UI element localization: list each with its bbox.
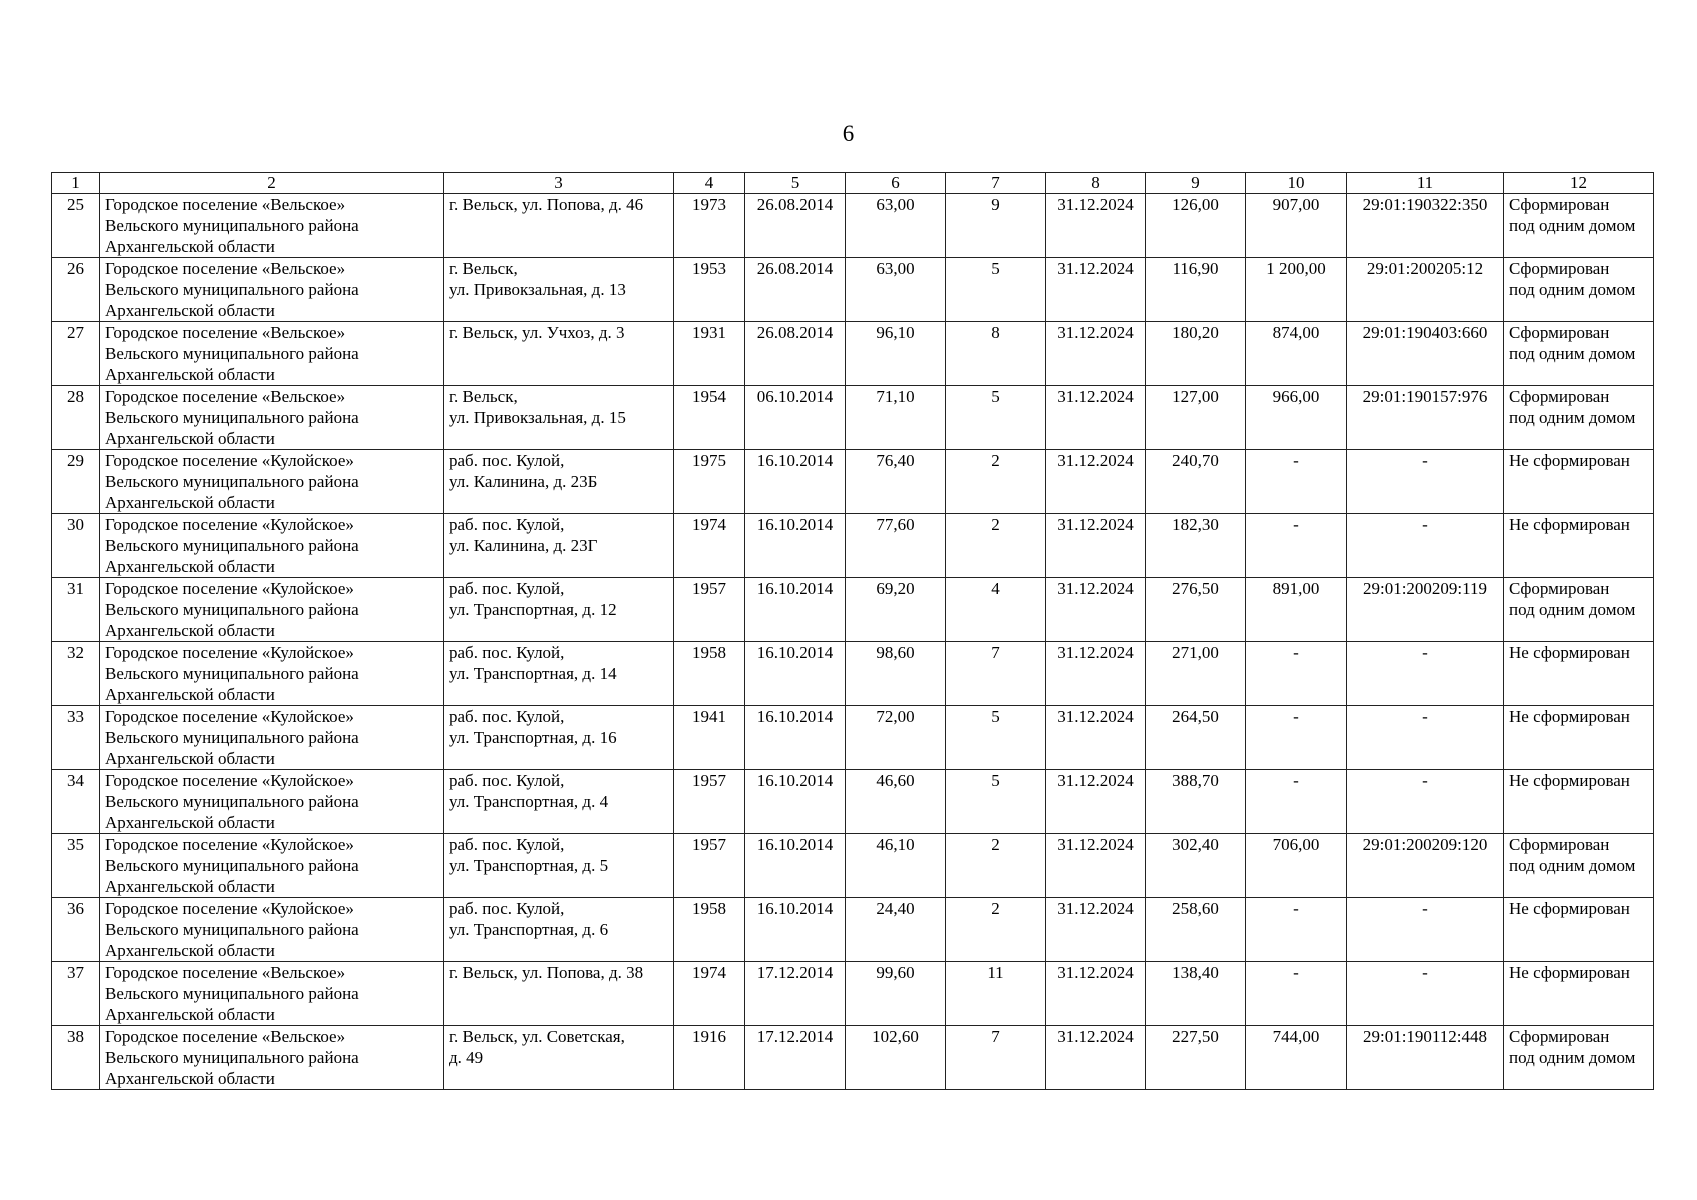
table-row bbox=[52, 578, 1654, 642]
land-status-cell-line: под одним домом bbox=[1509, 408, 1636, 427]
land-status-cell-line: под одним домом bbox=[1509, 344, 1636, 363]
area-cell: 46,60 bbox=[846, 770, 946, 834]
municipality-cell-line: Вельского муниципального района bbox=[105, 216, 359, 235]
land-status-cell-line: Не сформирован bbox=[1509, 707, 1630, 726]
column-number: 9 bbox=[1146, 173, 1246, 194]
column-number: 11 bbox=[1347, 173, 1504, 194]
land-status-cell bbox=[1504, 834, 1654, 898]
land-area-cell: - bbox=[1246, 706, 1347, 770]
residents-cell: 9 bbox=[946, 194, 1046, 258]
address-cell-line: г. Вельск, bbox=[449, 387, 518, 406]
municipality-cell bbox=[100, 962, 444, 1026]
row-number-cell: 31 bbox=[52, 578, 100, 642]
address-cell-line: ул. Калинина, д. 23Г bbox=[449, 536, 598, 555]
recognition-date-cell: 16.10.2014 bbox=[745, 898, 846, 962]
land-status-cell-line: под одним домом bbox=[1509, 216, 1636, 235]
recognition-date-cell: 16.10.2014 bbox=[745, 578, 846, 642]
table-row bbox=[52, 706, 1654, 770]
land-status-cell-line: Сформирован bbox=[1509, 195, 1610, 214]
land-status-cell bbox=[1504, 642, 1654, 706]
land-status-cell-line: Сформирован bbox=[1509, 579, 1610, 598]
municipality-cell-line: Архангельской области bbox=[105, 237, 275, 256]
land-status-cell bbox=[1504, 322, 1654, 386]
cadastral-number-cell: - bbox=[1347, 770, 1504, 834]
address-cell bbox=[444, 706, 674, 770]
cadastral-number-cell: - bbox=[1347, 962, 1504, 1026]
land-status-cell bbox=[1504, 770, 1654, 834]
cadastral-number-cell: - bbox=[1347, 706, 1504, 770]
area-cell: 102,60 bbox=[846, 1026, 946, 1090]
address-cell-line: ул. Транспортная, д. 12 bbox=[449, 600, 617, 619]
residents-cell: 5 bbox=[946, 386, 1046, 450]
cadastral-number-cell: - bbox=[1347, 898, 1504, 962]
residents-cell: 2 bbox=[946, 898, 1046, 962]
total-area-cell: 258,60 bbox=[1146, 898, 1246, 962]
address-cell bbox=[444, 962, 674, 1026]
municipality-cell-line: Городское поселение «Кулойское» bbox=[105, 643, 354, 662]
address-cell-line: д. 49 bbox=[449, 1048, 484, 1067]
address-cell-line: ул. Привокзальная, д. 15 bbox=[449, 408, 626, 427]
municipality-cell-line: Вельского муниципального района bbox=[105, 792, 359, 811]
municipality-cell-line: Городское поселение «Вельское» bbox=[105, 195, 346, 214]
address-cell-line: ул. Транспортная, д. 16 bbox=[449, 728, 617, 747]
deadline-cell: 31.12.2024 bbox=[1046, 514, 1146, 578]
land-status-cell-line: Сформирован bbox=[1509, 259, 1610, 278]
row-number-cell: 38 bbox=[52, 1026, 100, 1090]
address-cell-line: г. Вельск, bbox=[449, 259, 518, 278]
municipality-cell-line: Вельского муниципального района bbox=[105, 1048, 359, 1067]
municipality-cell-line: Архангельской области bbox=[105, 1005, 275, 1024]
municipality-cell-line: Вельского муниципального района bbox=[105, 664, 359, 683]
land-area-cell: - bbox=[1246, 450, 1347, 514]
total-area-cell: 388,70 bbox=[1146, 770, 1246, 834]
address-cell-line: г. Вельск, ул. Попова, д. 38 bbox=[449, 963, 644, 982]
land-status-cell-line: под одним домом bbox=[1509, 856, 1636, 875]
municipality-cell-line: Архангельской области bbox=[105, 365, 275, 384]
deadline-cell: 31.12.2024 bbox=[1046, 258, 1146, 322]
municipality-cell bbox=[100, 642, 444, 706]
deadline-cell: 31.12.2024 bbox=[1046, 898, 1146, 962]
total-area-cell: 264,50 bbox=[1146, 706, 1246, 770]
address-cell bbox=[444, 322, 674, 386]
total-area-cell: 180,20 bbox=[1146, 322, 1246, 386]
municipality-cell-line: Вельского муниципального района bbox=[105, 984, 359, 1003]
recognition-date-cell: 16.10.2014 bbox=[745, 642, 846, 706]
land-area-cell: 907,00 bbox=[1246, 194, 1347, 258]
municipality-cell-line: Городское поселение «Кулойское» bbox=[105, 835, 354, 854]
land-status-cell-line: Не сформирован bbox=[1509, 771, 1630, 790]
municipality-cell-line: Городское поселение «Кулойское» bbox=[105, 515, 354, 534]
municipality-cell bbox=[100, 770, 444, 834]
total-area-cell: 227,50 bbox=[1146, 1026, 1246, 1090]
land-area-cell: - bbox=[1246, 514, 1347, 578]
cadastral-number-cell: 29:01:190322:350 bbox=[1347, 194, 1504, 258]
municipality-cell-line: Городское поселение «Кулойское» bbox=[105, 579, 354, 598]
land-status-cell bbox=[1504, 898, 1654, 962]
municipality-cell-line: Архангельской области bbox=[105, 493, 275, 512]
area-cell: 69,20 bbox=[846, 578, 946, 642]
land-status-cell-line: под одним домом bbox=[1509, 280, 1636, 299]
address-cell-line: раб. пос. Кулой, bbox=[449, 643, 565, 662]
address-cell-line: раб. пос. Кулой, bbox=[449, 579, 565, 598]
column-number: 12 bbox=[1504, 173, 1654, 194]
total-area-cell: 116,90 bbox=[1146, 258, 1246, 322]
recognition-date-cell: 17.12.2014 bbox=[745, 1026, 846, 1090]
table-row bbox=[52, 962, 1654, 1026]
address-cell bbox=[444, 1026, 674, 1090]
municipality-cell bbox=[100, 450, 444, 514]
cadastral-number-cell: - bbox=[1347, 642, 1504, 706]
cadastral-number-cell: - bbox=[1347, 450, 1504, 514]
address-cell-line: г. Вельск, ул. Советская, bbox=[449, 1027, 625, 1046]
address-cell-line: раб. пос. Кулой, bbox=[449, 707, 565, 726]
area-cell: 72,00 bbox=[846, 706, 946, 770]
land-status-cell bbox=[1504, 194, 1654, 258]
table-row bbox=[52, 642, 1654, 706]
municipality-cell-line: Вельского муниципального района bbox=[105, 344, 359, 363]
municipality-cell-line: Архангельской области bbox=[105, 813, 275, 832]
column-number: 7 bbox=[946, 173, 1046, 194]
municipality-cell-line: Вельского муниципального района bbox=[105, 472, 359, 491]
area-cell: 71,10 bbox=[846, 386, 946, 450]
total-area-cell: 302,40 bbox=[1146, 834, 1246, 898]
address-cell bbox=[444, 898, 674, 962]
cadastral-number-cell: 29:01:190112:448 bbox=[1347, 1026, 1504, 1090]
address-cell bbox=[444, 258, 674, 322]
municipality-cell-line: Архангельской области bbox=[105, 301, 275, 320]
municipality-cell-line: Архангельской области bbox=[105, 877, 275, 896]
area-cell: 99,60 bbox=[846, 962, 946, 1026]
land-area-cell: 966,00 bbox=[1246, 386, 1347, 450]
municipality-cell-line: Городское поселение «Вельское» bbox=[105, 963, 346, 982]
total-area-cell: 240,70 bbox=[1146, 450, 1246, 514]
land-status-cell-line: Не сформирован bbox=[1509, 451, 1630, 470]
cadastral-number-cell: 29:01:190403:660 bbox=[1347, 322, 1504, 386]
land-status-cell bbox=[1504, 962, 1654, 1026]
municipality-cell-line: Вельского муниципального района bbox=[105, 280, 359, 299]
municipality-cell-line: Городское поселение «Вельское» bbox=[105, 387, 346, 406]
residents-cell: 5 bbox=[946, 706, 1046, 770]
row-number-cell: 27 bbox=[52, 322, 100, 386]
area-cell: 24,40 bbox=[846, 898, 946, 962]
year-built-cell: 1973 bbox=[674, 194, 745, 258]
municipality-cell-line: Архангельской области bbox=[105, 429, 275, 448]
deadline-cell: 31.12.2024 bbox=[1046, 642, 1146, 706]
row-number-cell: 33 bbox=[52, 706, 100, 770]
year-built-cell: 1931 bbox=[674, 322, 745, 386]
year-built-cell: 1957 bbox=[674, 770, 745, 834]
land-status-cell bbox=[1504, 578, 1654, 642]
municipality-cell bbox=[100, 386, 444, 450]
municipality-cell bbox=[100, 706, 444, 770]
column-number: 1 bbox=[52, 173, 100, 194]
residents-cell: 11 bbox=[946, 962, 1046, 1026]
deadline-cell: 31.12.2024 bbox=[1046, 834, 1146, 898]
row-number-cell: 29 bbox=[52, 450, 100, 514]
deadline-cell: 31.12.2024 bbox=[1046, 770, 1146, 834]
municipality-cell-line: Вельского муниципального района bbox=[105, 536, 359, 555]
total-area-cell: 126,00 bbox=[1146, 194, 1246, 258]
year-built-cell: 1957 bbox=[674, 578, 745, 642]
municipality-cell-line: Городское поселение «Вельское» bbox=[105, 1027, 346, 1046]
recognition-date-cell: 26.08.2014 bbox=[745, 322, 846, 386]
land-area-cell: - bbox=[1246, 898, 1347, 962]
total-area-cell: 127,00 bbox=[1146, 386, 1246, 450]
residents-cell: 2 bbox=[946, 834, 1046, 898]
residents-cell: 4 bbox=[946, 578, 1046, 642]
address-cell-line: раб. пос. Кулой, bbox=[449, 899, 565, 918]
cadastral-number-cell: 29:01:200205:12 bbox=[1347, 258, 1504, 322]
area-cell: 98,60 bbox=[846, 642, 946, 706]
address-cell bbox=[444, 194, 674, 258]
residents-cell: 7 bbox=[946, 642, 1046, 706]
land-status-cell-line: Сформирован bbox=[1509, 387, 1610, 406]
municipality-cell-line: Архангельской области bbox=[105, 749, 275, 768]
land-area-cell: - bbox=[1246, 770, 1347, 834]
column-number: 10 bbox=[1246, 173, 1347, 194]
municipality-cell-line: Архангельской области bbox=[105, 941, 275, 960]
recognition-date-cell: 06.10.2014 bbox=[745, 386, 846, 450]
address-cell-line: г. Вельск, ул. Учхоз, д. 3 bbox=[449, 323, 625, 342]
area-cell: 46,10 bbox=[846, 834, 946, 898]
row-number-cell: 34 bbox=[52, 770, 100, 834]
recognition-date-cell: 26.08.2014 bbox=[745, 258, 846, 322]
address-cell bbox=[444, 770, 674, 834]
municipality-cell-line: Архангельской области bbox=[105, 1069, 275, 1088]
row-number-cell: 35 bbox=[52, 834, 100, 898]
total-area-cell: 182,30 bbox=[1146, 514, 1246, 578]
address-cell-line: ул. Калинина, д. 23Б bbox=[449, 472, 598, 491]
table-row bbox=[52, 194, 1654, 258]
housing-registry-table bbox=[51, 172, 1654, 1090]
deadline-cell: 31.12.2024 bbox=[1046, 322, 1146, 386]
address-cell bbox=[444, 578, 674, 642]
municipality-cell-line: Городское поселение «Кулойское» bbox=[105, 899, 354, 918]
table-row bbox=[52, 514, 1654, 578]
land-status-cell bbox=[1504, 258, 1654, 322]
land-status-cell-line: Не сформирован bbox=[1509, 963, 1630, 982]
land-status-cell-line: под одним домом bbox=[1509, 1048, 1636, 1067]
municipality-cell-line: Вельского муниципального района bbox=[105, 856, 359, 875]
total-area-cell: 271,00 bbox=[1146, 642, 1246, 706]
land-status-cell-line: Не сформирован bbox=[1509, 515, 1630, 534]
land-status-cell bbox=[1504, 386, 1654, 450]
area-cell: 63,00 bbox=[846, 258, 946, 322]
land-status-cell-line: Сформирован bbox=[1509, 835, 1610, 854]
address-cell-line: ул. Транспортная, д. 6 bbox=[449, 920, 609, 939]
land-status-cell-line: Не сформирован bbox=[1509, 643, 1630, 662]
row-number-cell: 26 bbox=[52, 258, 100, 322]
deadline-cell: 31.12.2024 bbox=[1046, 450, 1146, 514]
table-row bbox=[52, 1026, 1654, 1090]
municipality-cell-line: Архангельской области bbox=[105, 685, 275, 704]
land-status-cell-line: Сформирован bbox=[1509, 1027, 1610, 1046]
recognition-date-cell: 16.10.2014 bbox=[745, 450, 846, 514]
municipality-cell-line: Городское поселение «Кулойское» bbox=[105, 771, 354, 790]
address-cell-line: ул. Транспортная, д. 5 bbox=[449, 856, 609, 875]
total-area-cell: 138,40 bbox=[1146, 962, 1246, 1026]
year-built-cell: 1954 bbox=[674, 386, 745, 450]
row-number-cell: 37 bbox=[52, 962, 100, 1026]
municipality-cell-line: Вельского муниципального района bbox=[105, 920, 359, 939]
recognition-date-cell: 17.12.2014 bbox=[745, 962, 846, 1026]
residents-cell: 5 bbox=[946, 258, 1046, 322]
municipality-cell-line: Городское поселение «Вельское» bbox=[105, 259, 346, 278]
year-built-cell: 1974 bbox=[674, 514, 745, 578]
cadastral-number-cell: 29:01:190157:976 bbox=[1347, 386, 1504, 450]
table-body bbox=[52, 173, 1654, 1090]
recognition-date-cell: 16.10.2014 bbox=[745, 706, 846, 770]
cadastral-number-cell: 29:01:200209:119 bbox=[1347, 578, 1504, 642]
column-number: 4 bbox=[674, 173, 745, 194]
table-row bbox=[52, 770, 1654, 834]
municipality-cell bbox=[100, 322, 444, 386]
address-cell-line: ул. Транспортная, д. 14 bbox=[449, 664, 617, 683]
address-cell bbox=[444, 450, 674, 514]
deadline-cell: 31.12.2024 bbox=[1046, 578, 1146, 642]
municipality-cell bbox=[100, 834, 444, 898]
row-number-cell: 32 bbox=[52, 642, 100, 706]
address-cell bbox=[444, 642, 674, 706]
municipality-cell-line: Городское поселение «Кулойское» bbox=[105, 707, 354, 726]
row-number-cell: 36 bbox=[52, 898, 100, 962]
land-status-cell bbox=[1504, 706, 1654, 770]
address-cell bbox=[444, 834, 674, 898]
municipality-cell-line: Городское поселение «Кулойское» bbox=[105, 451, 354, 470]
column-number: 6 bbox=[846, 173, 946, 194]
address-cell-line: ул. Привокзальная, д. 13 bbox=[449, 280, 626, 299]
municipality-cell-line: Архангельской области bbox=[105, 557, 275, 576]
land-area-cell: 1 200,00 bbox=[1246, 258, 1347, 322]
row-number-cell: 30 bbox=[52, 514, 100, 578]
land-status-cell-line: Не сформирован bbox=[1509, 899, 1630, 918]
deadline-cell: 31.12.2024 bbox=[1046, 194, 1146, 258]
recognition-date-cell: 16.10.2014 bbox=[745, 514, 846, 578]
table-row bbox=[52, 898, 1654, 962]
deadline-cell: 31.12.2024 bbox=[1046, 1026, 1146, 1090]
page-number: 6 bbox=[842, 121, 855, 146]
address-cell-line: ул. Транспортная, д. 4 bbox=[449, 792, 609, 811]
address-cell-line: раб. пос. Кулой, bbox=[449, 515, 565, 534]
row-number-cell: 28 bbox=[52, 386, 100, 450]
address-cell bbox=[444, 514, 674, 578]
address-cell-line: раб. пос. Кулой, bbox=[449, 451, 565, 470]
recognition-date-cell: 16.10.2014 bbox=[745, 834, 846, 898]
table-row bbox=[52, 834, 1654, 898]
land-area-cell: 706,00 bbox=[1246, 834, 1347, 898]
municipality-cell-line: Вельского муниципального района bbox=[105, 728, 359, 747]
year-built-cell: 1916 bbox=[674, 1026, 745, 1090]
table-row bbox=[52, 322, 1654, 386]
municipality-cell bbox=[100, 578, 444, 642]
land-area-cell: 874,00 bbox=[1246, 322, 1347, 386]
column-number: 3 bbox=[444, 173, 674, 194]
year-built-cell: 1958 bbox=[674, 898, 745, 962]
land-area-cell: - bbox=[1246, 642, 1347, 706]
recognition-date-cell: 26.08.2014 bbox=[745, 194, 846, 258]
deadline-cell: 31.12.2024 bbox=[1046, 706, 1146, 770]
residents-cell: 7 bbox=[946, 1026, 1046, 1090]
municipality-cell-line: Архангельской области bbox=[105, 621, 275, 640]
address-cell-line: раб. пос. Кулой, bbox=[449, 835, 565, 854]
table-row bbox=[52, 258, 1654, 322]
residents-cell: 8 bbox=[946, 322, 1046, 386]
address-cell-line: раб. пос. Кулой, bbox=[449, 771, 565, 790]
year-built-cell: 1953 bbox=[674, 258, 745, 322]
land-status-cell-line: под одним домом bbox=[1509, 600, 1636, 619]
year-built-cell: 1941 bbox=[674, 706, 745, 770]
column-number: 5 bbox=[745, 173, 846, 194]
municipality-cell bbox=[100, 258, 444, 322]
year-built-cell: 1958 bbox=[674, 642, 745, 706]
deadline-cell: 31.12.2024 bbox=[1046, 962, 1146, 1026]
land-area-cell: 744,00 bbox=[1246, 1026, 1347, 1090]
address-cell bbox=[444, 386, 674, 450]
area-cell: 96,10 bbox=[846, 322, 946, 386]
column-number-row bbox=[52, 173, 1654, 194]
address-cell-line: г. Вельск, ул. Попова, д. 46 bbox=[449, 195, 644, 214]
municipality-cell-line: Вельского муниципального района bbox=[105, 600, 359, 619]
municipality-cell bbox=[100, 1026, 444, 1090]
land-area-cell: 891,00 bbox=[1246, 578, 1347, 642]
area-cell: 77,60 bbox=[846, 514, 946, 578]
municipality-cell-line: Городское поселение «Вельское» bbox=[105, 323, 346, 342]
municipality-cell bbox=[100, 898, 444, 962]
table-row bbox=[52, 386, 1654, 450]
land-status-cell bbox=[1504, 1026, 1654, 1090]
row-number-cell: 25 bbox=[52, 194, 100, 258]
table-row bbox=[52, 450, 1654, 514]
municipality-cell-line: Вельского муниципального района bbox=[105, 408, 359, 427]
area-cell: 63,00 bbox=[846, 194, 946, 258]
total-area-cell: 276,50 bbox=[1146, 578, 1246, 642]
deadline-cell: 31.12.2024 bbox=[1046, 386, 1146, 450]
year-built-cell: 1975 bbox=[674, 450, 745, 514]
recognition-date-cell: 16.10.2014 bbox=[745, 770, 846, 834]
municipality-cell bbox=[100, 514, 444, 578]
land-status-cell bbox=[1504, 514, 1654, 578]
cadastral-number-cell: 29:01:200209:120 bbox=[1347, 834, 1504, 898]
year-built-cell: 1957 bbox=[674, 834, 745, 898]
residents-cell: 5 bbox=[946, 770, 1046, 834]
land-status-cell bbox=[1504, 450, 1654, 514]
land-area-cell: - bbox=[1246, 962, 1347, 1026]
municipality-cell bbox=[100, 194, 444, 258]
column-number: 8 bbox=[1046, 173, 1146, 194]
residents-cell: 2 bbox=[946, 450, 1046, 514]
land-status-cell-line: Сформирован bbox=[1509, 323, 1610, 342]
residents-cell: 2 bbox=[946, 514, 1046, 578]
cadastral-number-cell: - bbox=[1347, 514, 1504, 578]
area-cell: 76,40 bbox=[846, 450, 946, 514]
year-built-cell: 1974 bbox=[674, 962, 745, 1026]
column-number: 2 bbox=[100, 173, 444, 194]
